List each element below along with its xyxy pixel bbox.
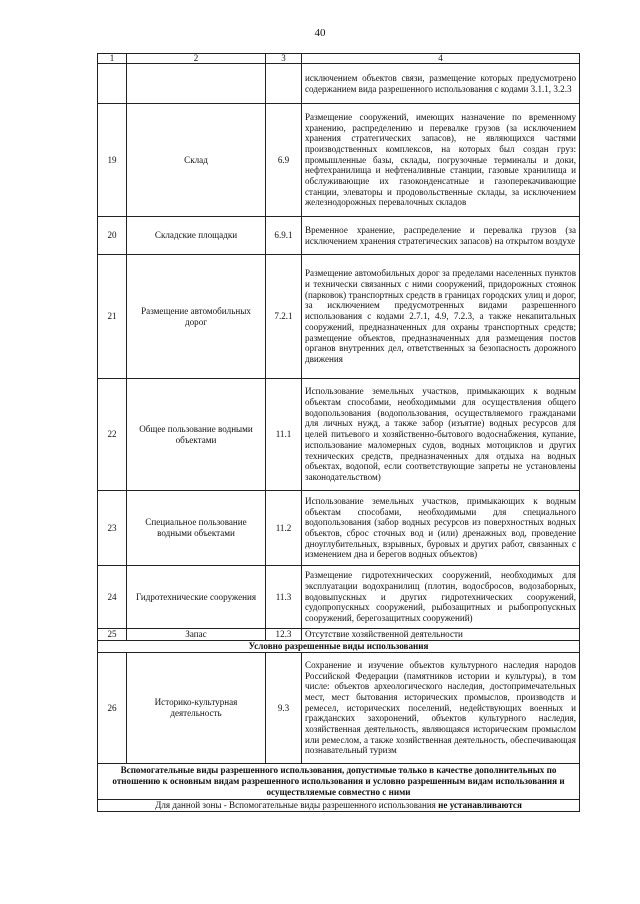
row-code: 7.2.1 bbox=[266, 255, 302, 379]
row-code: 11.2 bbox=[266, 491, 302, 566]
final-note-text: Для данной зоны - Вспомогательные виды разрешенного использования bbox=[155, 800, 439, 811]
row-number: 20 bbox=[98, 217, 127, 255]
row-code: 11.1 bbox=[266, 379, 302, 491]
row-code: 11.3 bbox=[266, 566, 302, 629]
table-row bbox=[98, 255, 580, 379]
row-name: Специальное пользование водными объектами bbox=[127, 491, 266, 566]
row-code: 6.9.1 bbox=[266, 217, 302, 255]
row-description: Отсутствие хозяйственной деятельности bbox=[302, 629, 580, 641]
final-note-row bbox=[98, 800, 580, 812]
auxiliary-note-row bbox=[98, 764, 580, 800]
column-header-number: 1 bbox=[98, 54, 127, 64]
row-description: Использование земельных участков, примыкающих к водным объектам способами, необходимыми для осуществления общего водопользования (водопользования, осуществляемого гражданами для личных нужд, а также забор (изъятие) водных ресурсов для целей питьевого и хозяйственно-бытового водоснабжения, купание, использование маломерных судов, водных мотоциклов и других технических средств, предназначенных для отдыха на водных объектах, водопой, если соответствующие запреты не установлены законодательством) bbox=[302, 379, 580, 491]
section-header-row bbox=[98, 641, 580, 653]
row-description: Использование земельных участков, примыкающих к водным объектам способами, необходимыми для специального водопользования (забор водных ресурсов из поверхностных водных объектов, сброс сточных вод и (или) дренажных вод, проведение дноуглубительных, взрывных, буровых и других работ, связанных с изменением дна и берегов водных объектов) bbox=[302, 491, 580, 566]
row-name: Складские площадки bbox=[127, 217, 266, 255]
row-name: Склад bbox=[127, 104, 266, 217]
auxiliary-note: Вспомогательные виды разрешенного использования, допустимые только в качестве дополнительных по отношению к основным видам разрешенного использования и условно разрешенным видам использования и осуществляемые совместно с ними bbox=[98, 764, 580, 800]
row-number: 24 bbox=[98, 566, 127, 629]
row-code bbox=[266, 64, 302, 104]
row-description: Размещение сооружений, имеющих назначение по временному хранению, распределению и перевалке грузов (за исключением хранения стратегических запасов), не являющихся частями производственных комплексов, на которых был создан груз: промышленные базы, склады, погрузочные терминалы и доки, нефтехранилища и нефтеналивные станции, газовые хранилища и обслуживающие их газоконденсатные и газоперекачивающие станции, элеваторы и продовольственные склады, за исключением железнодорожных перевалочных складов bbox=[302, 104, 580, 217]
row-name: Историко-культурная деятельность bbox=[127, 653, 266, 764]
table-row bbox=[98, 104, 580, 217]
table-row bbox=[98, 629, 580, 641]
column-header-description: 4 bbox=[302, 54, 580, 64]
table-row bbox=[98, 217, 580, 255]
row-description: Сохранение и изучение объектов культурного наследия народов Российской Федерации (памятников истории и культуры), в том числе: объектов археологического наследия, достопримечательных мест, мест бытования исторических промыслов, производств и ремесел, исторических поселений, недействующих военных и гражданских захоронений, объектов культурного наследия, хозяйственная деятельность, являющаяся историческим промыслом или ремеслом, а также хозяйственная деятельность, обеспечивающая познавательный туризм bbox=[302, 653, 580, 764]
column-header-row bbox=[98, 54, 580, 64]
row-number: 25 bbox=[98, 629, 127, 641]
row-number: 26 bbox=[98, 653, 127, 764]
table-row bbox=[98, 64, 580, 104]
row-description: Размещение автомобильных дорог за пределами населенных пунктов и технически связанных с ними сооружений, придорожных стоянок (парковок) транспортных средств в границах городских улиц и дорог, за исключением предусмотренных видами разрешенного использования с кодами 2.7.1, 4.9, 7.2.3, а также некапитальных сооружений, предназначенных для охраны транспортных средств; размещение объектов, предназначенных для размещения постов органов внутренних дел, ответственных за безопасность дорожного движения bbox=[302, 255, 580, 379]
row-code: 9.3 bbox=[266, 653, 302, 764]
row-name: Гидротехнические сооружения bbox=[127, 566, 266, 629]
row-name: Размещение автомобильных дорог bbox=[127, 255, 266, 379]
row-description: исключением объектов связи, размещение которых предусмотрено содержанием вида разрешенного использования с кодами 3.1.1, 3.2.3 bbox=[302, 64, 580, 104]
row-number: 19 bbox=[98, 104, 127, 217]
column-header-name: 2 bbox=[127, 54, 266, 64]
row-description: Временное хранение, распределение и перевалка грузов (за исключением хранения стратегических запасов) на открытом воздухе bbox=[302, 217, 580, 255]
section-header-conditional: Условно разрешенные виды использования bbox=[98, 641, 580, 653]
table-row bbox=[98, 491, 580, 566]
row-number: 23 bbox=[98, 491, 127, 566]
row-code: 6.9 bbox=[266, 104, 302, 217]
final-note-bold: не устанавливаются bbox=[438, 800, 522, 811]
table-row bbox=[98, 653, 580, 764]
land-use-table bbox=[97, 53, 580, 812]
row-description: Размещение гидротехнических сооружений, необходимых для эксплуатации водохранилищ (плотин, водосбросов, водозаборных, водовыпускных и других гидротехнических сооружений, судопропускных сооружений, рыбозащитных и рыбопропускных сооружений, берегозащитных сооружений) bbox=[302, 566, 580, 629]
row-name: Запас bbox=[127, 629, 266, 641]
final-note bbox=[98, 800, 580, 812]
row-number: 21 bbox=[98, 255, 127, 379]
row-name bbox=[127, 64, 266, 104]
row-name: Общее пользование водными объектами bbox=[127, 379, 266, 491]
row-number: 22 bbox=[98, 379, 127, 491]
page-number: 40 bbox=[314, 27, 326, 39]
table-row bbox=[98, 379, 580, 491]
row-code: 12.3 bbox=[266, 629, 302, 641]
row-number bbox=[98, 64, 127, 104]
column-header-code: 3 bbox=[266, 54, 302, 64]
table-row bbox=[98, 566, 580, 629]
